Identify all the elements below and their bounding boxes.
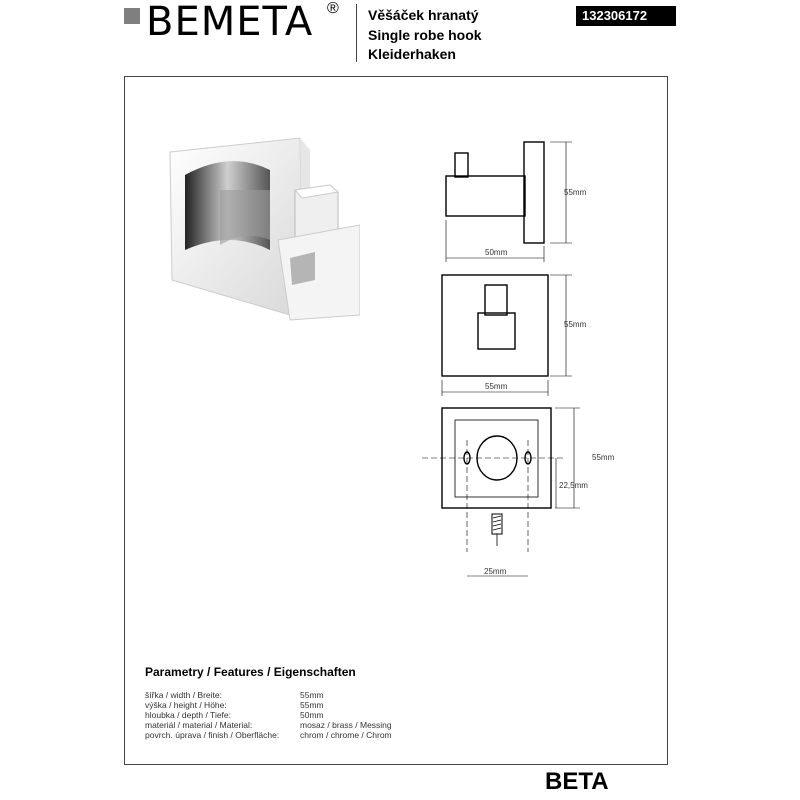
param-label: povrch. úprava / finish / Oberfläche: [145, 730, 280, 740]
dim-side-height: 55mm [564, 188, 587, 197]
title-cz: Věšáček hranatý [368, 7, 479, 23]
params-title: Parametry / Features / Eigenschaften [145, 665, 356, 679]
dim-side-width: 50mm [485, 248, 508, 257]
param-label: hloubka / depth / Tiefe: [145, 710, 232, 720]
title-de: Kleiderhaken [368, 46, 456, 62]
param-label: výška / height / Höhe: [145, 700, 227, 710]
param-value: mosaz / brass / Messing [300, 720, 392, 730]
dim-back-height: 55mm [592, 453, 615, 462]
dim-front-height: 55mm [564, 320, 587, 329]
param-label: šířka / width / Breite: [145, 690, 222, 700]
series-name: BETA [545, 768, 609, 795]
dim-hole-spacing: 25mm [484, 567, 507, 576]
param-label: materiál / material / Material: [145, 720, 253, 730]
param-value: 50mm [300, 710, 324, 720]
param-value: 55mm [300, 690, 324, 700]
param-value: 55mm [300, 700, 324, 710]
dim-back-offset: 22,5mm [559, 481, 588, 490]
dim-front-width: 55mm [485, 382, 508, 391]
title-en: Single robe hook [368, 27, 482, 43]
param-value: chrom / chrome / Chrom [300, 730, 392, 740]
brand-logo: BEMETA [146, 0, 314, 45]
product-code: 132306172 [576, 6, 676, 26]
registered-mark: ® [327, 0, 339, 17]
